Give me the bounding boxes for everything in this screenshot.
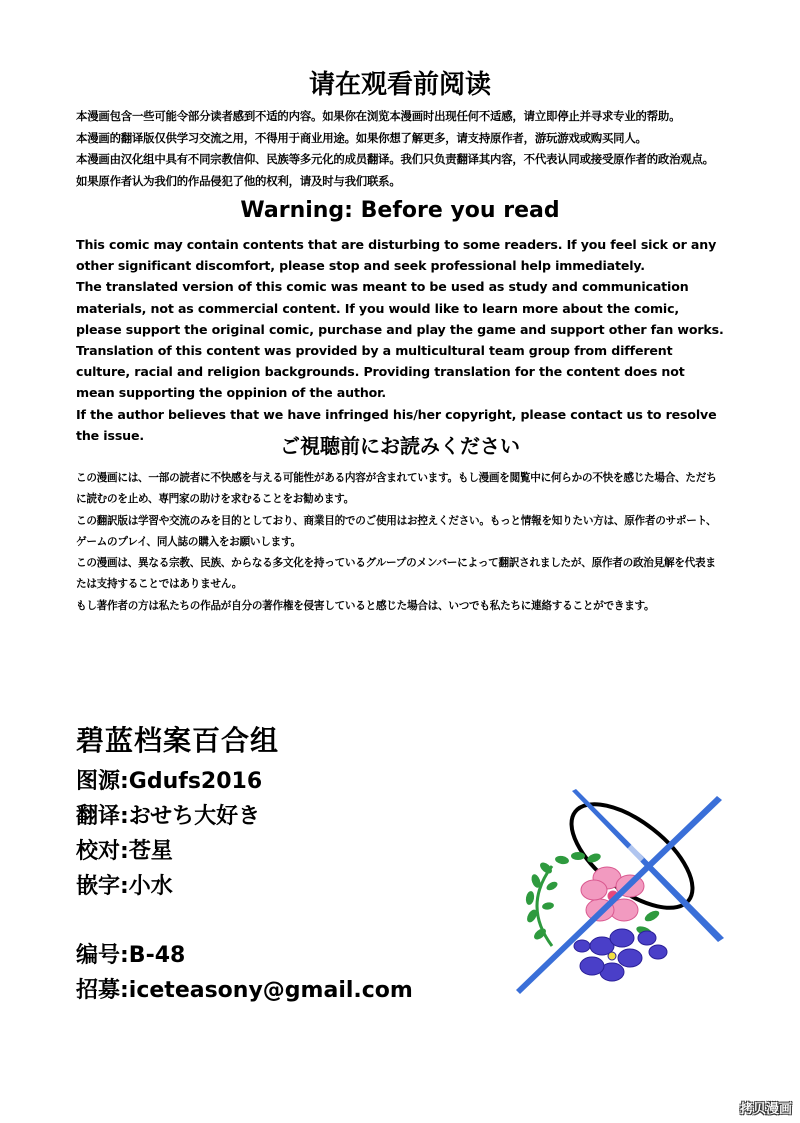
notice-paragraph: もし著作者の方は私たちの作品が自分の著作権を侵害していると感じた場合は、いつでも私たちに連絡することができます。 xyxy=(76,599,655,612)
notice-paragraph: 如果原作者认为我们的作品侵犯了他的权利，请及时与我们联系。 xyxy=(76,173,401,188)
watermark: 拷贝漫画 xyxy=(739,1102,792,1117)
notice-body-jp xyxy=(76,468,726,617)
notice-paragraph: The translated version of this comic was meant to be used as study and communication materials, not as commercial content. If you would like to learn more about the comic, please support the original comic, purchase and play the game and support other fan works. xyxy=(76,279,724,337)
notice-paragraph: 本漫画包含一些可能令部分读者感到不适的内容。如果你在浏览本漫画时出现任何不适感，请立即停止并寻求专业的帮助。 xyxy=(76,109,681,123)
group-name: 碧蓝档案百合组 xyxy=(76,724,280,757)
notice-title-en: Warning: Before you read xyxy=(240,198,560,223)
notice-paragraph: If the author believes that we have infringed his/her copyright, please contact us to resolve the issue. xyxy=(76,406,717,443)
credit-recruit-email[interactable]: 招募:iceteasony@gmail.com xyxy=(76,978,413,1003)
credit-translator: 翻译:おせち大好き xyxy=(76,804,261,829)
credit-source: 图源:Gdufs2016 xyxy=(76,769,263,794)
notice-paragraph: 本漫画的翻译版仅供学习交流之用，不得用于商业用途。如果你想了解更多，请支持原作者，游玩游戏或购买同人。 xyxy=(76,130,647,145)
notice-body-cn xyxy=(76,106,726,192)
hibiscus-icon xyxy=(581,867,644,921)
notice-paragraph: Translation of this content was provided by a multicultural team group from different culture, racial and religion backgrounds. Providing translation for the content does not mean supporting the oppinion of the author. xyxy=(76,343,685,401)
notice-paragraph: 本漫画由汉化组中具有不同宗教信仰、民族等多元化的成员翻译。我们只负责翻译其内容，不代表认同或接受原作者的政治观点。 xyxy=(76,152,714,166)
notice-title-cn: 请在观看前阅读 xyxy=(308,70,491,100)
notice-paragraph: この漫画には、一部の読者に不快感を与える可能性がある内容が含まれています。もし漫画を閲覧中に何らかの不快を感じた場合、ただちに読むのを止め、専門家の助けを求むることをお勧めます。 xyxy=(76,472,717,506)
notice-title-jp: ご視聴前にお読みください xyxy=(280,434,520,458)
credit-typesetter: 嵌字:小水 xyxy=(76,874,173,899)
notice-body-en xyxy=(76,234,726,446)
credit-serial: 编号:B-48 xyxy=(76,943,186,968)
credits-block xyxy=(76,718,413,1008)
notice-paragraph: この漫画は、異なる宗教、民族、からなる多文化を持っているグループのメンバーによって翻訳されましたが、原作者の政治見解を代表または支持することではありません。 xyxy=(76,557,716,591)
notice-paragraph: この翻訳版は学習や交流のみを目的としており、商業目的でのご使用はお控えください。もっと情報を知りたい方は、原作者のサポート、ゲームのプレイ、同人誌の購入をお願いします。 xyxy=(76,514,717,548)
blue-flower-icon xyxy=(574,929,667,981)
credit-proofreader: 校对:苍星 xyxy=(76,839,173,864)
group-logo-icon xyxy=(512,786,732,1001)
notice-paragraph: This comic may contain contents that are disturbing to some readers. If you feel sick or any other significant discomfort, please stop and seek professional help immediately. xyxy=(76,237,717,274)
